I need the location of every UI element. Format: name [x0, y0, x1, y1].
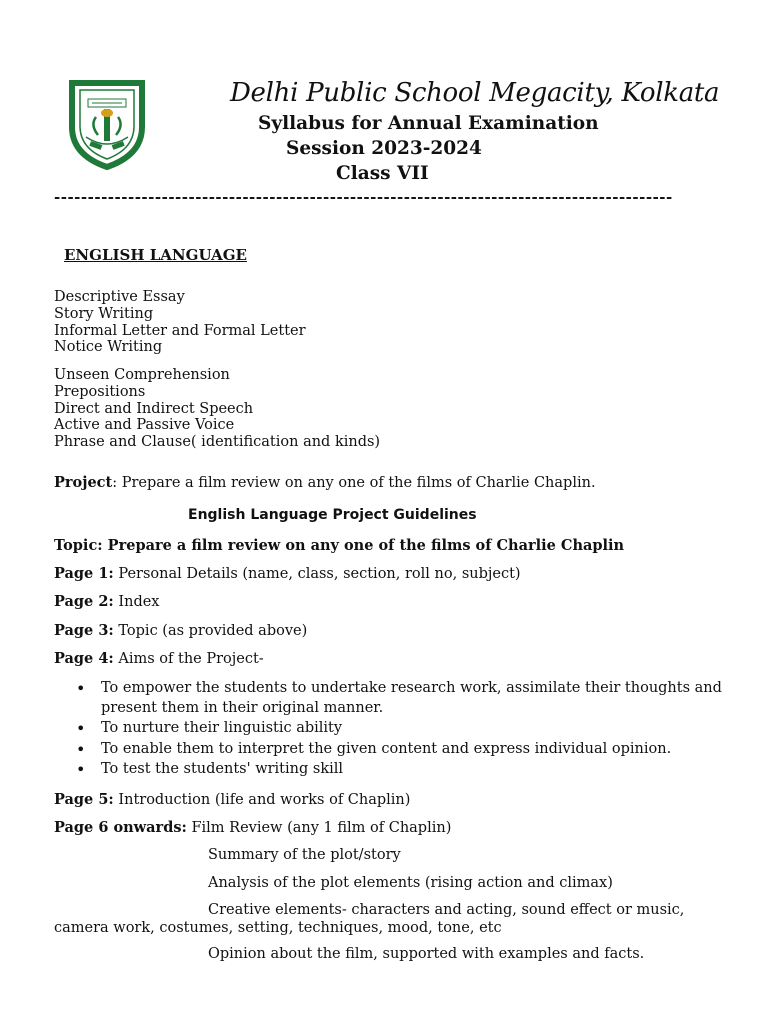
review-item: Creative elements- characters and acting, sound effect or music, camera work, costumes, setting, techniques, mood, tone, etc — [54, 902, 685, 936]
guidelines-title: English Language Project Guidelines — [188, 507, 477, 523]
page-text: Topic (as provided above) — [113, 623, 308, 639]
list-item: • To nurture their linguistic ability — [76, 719, 726, 739]
project-label: Project — [54, 474, 113, 491]
page-line — [54, 791, 410, 808]
page-label: Page 3: — [54, 622, 114, 639]
topic-line — [54, 537, 624, 554]
page-text: Personal Details (name, class, section, roll no, subject) — [113, 566, 521, 582]
list-item: Informal Letter and Formal Letter — [54, 322, 306, 339]
school-logo — [66, 77, 148, 171]
list-item: • To enable them to interpret the given content and express individual opinion. — [76, 740, 726, 760]
list-item: Prepositions — [54, 383, 146, 400]
list-item: Story Writing — [54, 305, 154, 322]
list-item: Unseen Comprehension — [54, 367, 230, 383]
page-text: Aims of the Project- — [113, 651, 264, 667]
review-item: Analysis of the plot elements (rising action and climax) — [208, 875, 613, 891]
page-line — [54, 565, 521, 582]
page-text: Film Review (any 1 film of Chaplin) — [186, 820, 452, 836]
school-name: Delhi Public School Megacity, Kolkata — [230, 78, 720, 108]
project-text: : Prepare a film review on any one of the films of Charlie Chaplin. — [112, 475, 596, 491]
session-title: Session 2023-2024 — [286, 138, 482, 159]
list-item: • To test the students' writing skill — [76, 760, 726, 780]
list-item: Descriptive Essay — [54, 289, 185, 305]
writing-topics-list — [54, 289, 306, 356]
list-item: Phrase and Clause( identification and kinds) — [54, 434, 381, 451]
list-item: Active and Passive Voice — [54, 417, 235, 434]
page-text: Index — [113, 594, 160, 610]
list-item: Direct and Indirect Speech — [54, 400, 254, 417]
page-line — [54, 593, 159, 610]
aims-list — [76, 679, 726, 781]
grammar-topics-list — [54, 367, 380, 451]
header-divider: -------------------------------------------------------------------------------------------- — [54, 188, 673, 206]
page-line — [54, 622, 307, 639]
review-item: Summary of the plot/story — [208, 847, 401, 863]
page-label: Page 4: — [54, 650, 114, 667]
list-item: Notice Writing — [54, 339, 163, 356]
syllabus-title: Syllabus for Annual Examination — [258, 113, 599, 134]
list-item: • To empower the students to undertake research work, assimilate their thoughts and present them in their original manner. — [76, 679, 726, 718]
page-text: Introduction (life and works of Chaplin) — [113, 792, 411, 808]
page-line — [54, 650, 264, 667]
page-line — [54, 819, 451, 836]
school-crest-icon — [66, 77, 148, 171]
class-title: Class VII — [336, 163, 429, 184]
page-label: Page 5: — [54, 791, 114, 808]
project-line — [54, 474, 596, 491]
topic-text: Topic: Prepare a film review on any one of the films of Charlie Chaplin — [54, 537, 625, 554]
review-item: Opinion about the film, supported with examples and facts. — [208, 946, 645, 962]
section-title-english: ENGLISH LANGUAGE — [64, 246, 247, 264]
page-label: Page 2: — [54, 593, 114, 610]
page-label: Page 1: — [54, 565, 114, 582]
page-label: Page 6 onwards: — [54, 819, 187, 836]
